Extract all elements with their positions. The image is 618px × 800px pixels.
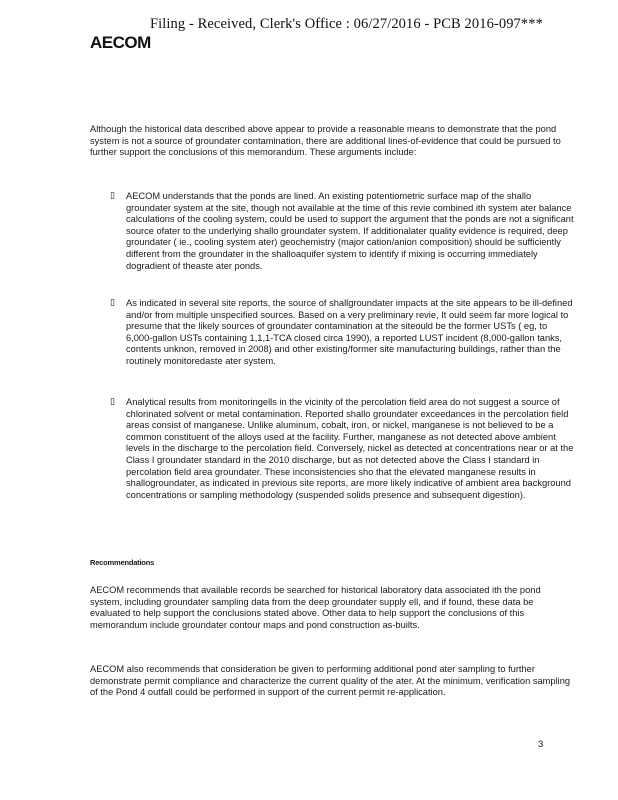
bullet-icon: ▯ bbox=[110, 397, 115, 407]
bullet-item-analytical-results: Analytical results from monitoringells in the vicinity of the percolation field area do not suggest a source of chlorinated solvent or metal contamination. Reported shallo groundater exceedances in the percolation field areas consist of manganese. Unlike aluminum, cobalt, iron, or nickel, manganese is not believed to be a common constituent of the alloys used at the facility. Further, manganese as not detected above ambient levels in the discharge to the percolation field. Conversely, nickel as detected at concentrations near or at the Class I groundater standard in the 2010 discharge, but as not detected above the Class I standard in percolation field area groundater. These inconsistencies sho that the elevated manganese results in shallogroundater, as indicated in previous site reports, are more likely indicative of ambient area background concentrations or sampling methodology (suspended solids presence and subsequent digestion). bbox=[126, 397, 574, 500]
bullet-icon: ▯ bbox=[110, 191, 115, 201]
page-number: 3 bbox=[538, 739, 544, 750]
intro-paragraph: Although the historical data described above appear to provide a reasonable means to demonstrate that the pond system is not a source of groundater contamination, there are additional lines-of-evidence that could be pursued to further support the conclusions of this memorandum. These arguments include: bbox=[90, 124, 561, 158]
bullet-item-contamination-sources: As indicated in several site reports, the source of shallgroundater impacts at the site appears to be ill-defined and/or from multiple unspecified sources. Based on a very preliminary revie, It ould seem far more logical to presume that the likely sources of groundater contamination at the siteould be the former USTs ( eg, to 6,000-gallon USTs containing 1,1,1-TCA closed circa 1990), a reported LUST incident (8,000-gallon tanks, contents unknon, removed in 2008) and other existing/former site manufacturing buildings, rather than the routinely monitoredaste ater system. bbox=[126, 298, 573, 366]
bullet-item-ponds-lined: AECOM understands that the ponds are lined. An existing potentiometric surface map of the shallo groundater system at the site, though not available at the time of this revie combined ith system ater balance calculations of the cooling system, could be used to support the argument that the ponds are not a significant source ofater to the underlying shallo groundater system. If additionalater quality evidence is required, deep groundater ( ie., cooling system ater) geochemistry (major cation/anion composition) should be sufficiently different from the groundater in the shalloaquifer system to identify if mixing is occurring immediately dogradient of theaste ater ponds. bbox=[126, 191, 574, 271]
bullet-icon: ▯ bbox=[110, 298, 115, 308]
recommendation-paragraph-sampling: AECOM also recommends that consideration be given to performing additional pond ater sampling to further demonstrate permit compliance and characterize the current quality of the ater. At the minimum, verification sampling of the Pond 4 outfall could be performed in support of the current permit re-application. bbox=[90, 664, 571, 698]
filing-stamp: Filing - Received, Clerk's Office : 06/27/2016 - PCB 2016-097*** bbox=[150, 16, 543, 32]
recommendations-heading: Recommendations bbox=[90, 558, 155, 567]
aecom-logo: AECOM bbox=[90, 33, 151, 52]
recommendation-paragraph-records: AECOM recommends that available records be searched for historical laboratory data associated ith the pond system, including groundater sampling data from the deep groundater supply ell, and if found, these data be evaluated to help support the conclusions stated above. Other data to help support the conclusions of this memorandum include groundater contour maps and pond construction as-builts. bbox=[90, 585, 541, 630]
